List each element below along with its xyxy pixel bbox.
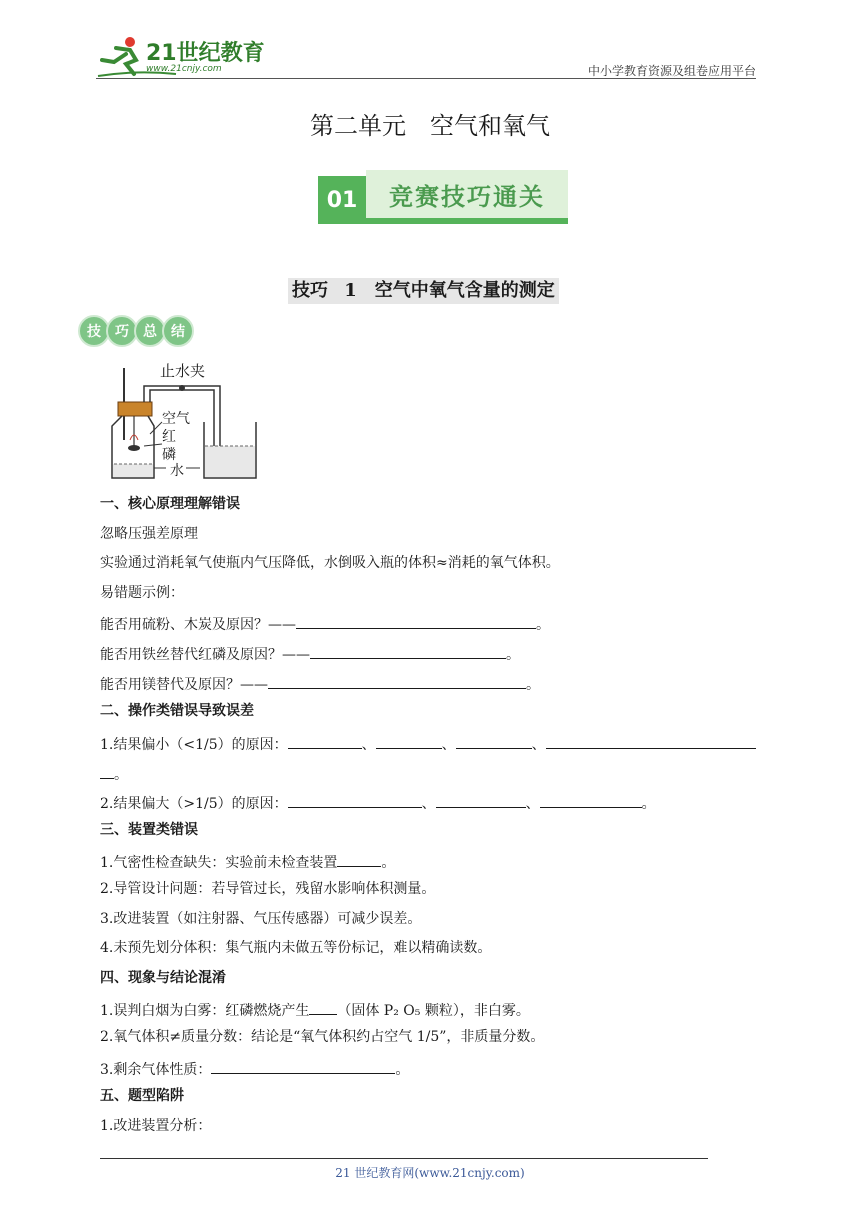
- summary-pill: 结: [162, 315, 194, 347]
- answer-blank[interactable]: [456, 732, 532, 749]
- section-3-item-4: 4.未预先划分体积：集气瓶内未做五等份标记，难以精确读数。: [100, 940, 492, 956]
- examples-label: 易错题示例：: [100, 585, 184, 601]
- answer-blank[interactable]: [288, 791, 422, 808]
- question-1: 能否用硫粉、木炭及原因？—— 。: [100, 612, 550, 635]
- section-3-item-1: 1.气密性检查缺失：实验前未检查装置 。: [100, 850, 395, 873]
- section-heading-3: 三、装置类错误: [100, 822, 198, 838]
- platform-name: 中小学教育资源及组卷应用平台: [587, 64, 756, 78]
- footer-text[interactable]: 21 世纪教育网(www.21cnjy.com): [335, 1166, 525, 1180]
- answer-blank[interactable]: [436, 791, 526, 808]
- answer-blank[interactable]: [310, 642, 506, 659]
- section-4-item-1: 1.误判白烟为白雾：红磷燃烧产生 （固体 P₂ O₅ 颗粒），非白雾。: [100, 998, 530, 1021]
- answer-blank[interactable]: [337, 850, 381, 867]
- section-heading-4: 四、现象与结论混淆: [100, 970, 226, 986]
- section-1-text: 实验通过消耗氧气使瓶内气压降低，水倒吸入瓶的体积≈消耗的氧气体积。: [100, 555, 560, 571]
- question-3: 能否用镁替代及原因？—— 。: [100, 672, 540, 695]
- unit-title: 第二单元 空气和氧气: [310, 112, 550, 140]
- section-heading-2: 二、操作类错误导致误差: [100, 703, 254, 719]
- section-3-item-2: 2.导管设计问题：若导管过长，残留水影响体积测量。: [100, 881, 436, 897]
- answer-blank[interactable]: [211, 1057, 395, 1074]
- banner-text: 竞赛技巧通关: [389, 182, 545, 211]
- banner-number: 01: [318, 176, 366, 224]
- label-phosphorus-1: 红: [162, 429, 176, 445]
- section-1-subtitle: 忽略压强差原理: [100, 526, 198, 542]
- label-air: 空气: [162, 411, 190, 427]
- section-5-item-1: 1.改进装置分析：: [100, 1118, 212, 1134]
- logo-url: www.21cnjy.com: [146, 64, 222, 74]
- answer-blank[interactable]: [540, 791, 642, 808]
- answer-blank[interactable]: [296, 612, 536, 629]
- section-heading-1: 一、核心原理理解错误: [100, 496, 240, 512]
- footer-divider: [100, 1158, 708, 1159]
- answer-blank[interactable]: [288, 732, 362, 749]
- banner-underline: [318, 218, 568, 224]
- label-water: 水: [170, 463, 184, 479]
- section-2-item-2: 2.结果偏大（>1/5）的原因： 、 、 。: [100, 791, 656, 814]
- summary-badge: [78, 315, 190, 347]
- summary-pill: 巧: [106, 315, 138, 347]
- section-heading-5: 五、题型陷阱: [100, 1088, 184, 1104]
- section-4-item-2: 2.氧气体积≠质量分数：结论是“氧气体积约占空气 1/5”，非质量分数。: [100, 1029, 545, 1045]
- answer-blank[interactable]: [268, 672, 526, 689]
- question-2: 能否用铁丝替代红磷及原因？—— 。: [100, 642, 520, 665]
- header-divider: [96, 78, 756, 79]
- summary-pill: 总: [134, 315, 166, 347]
- label-phosphorus-2: 磷: [162, 447, 176, 463]
- answer-blank[interactable]: [100, 762, 114, 779]
- section-2-item-1-continued: 。: [100, 762, 128, 785]
- answer-blank[interactable]: [546, 732, 756, 749]
- logo-text: 21世纪教育: [146, 41, 265, 66]
- section-3-item-3: 3.改进装置（如注射器、气压传感器）可减少误差。: [100, 911, 422, 927]
- skill-title: 技巧 1 空气中氧气含量的测定: [288, 278, 559, 304]
- answer-blank[interactable]: [376, 732, 442, 749]
- section-4-item-3: 3.剩余气体性质： 。: [100, 1057, 409, 1080]
- label-clamp: 止水夹: [160, 362, 206, 380]
- answer-blank[interactable]: [309, 998, 337, 1015]
- section-2-item-1: 1.结果偏小（<1/5）的原因： 、 、 、: [100, 732, 756, 755]
- summary-pill: 技: [78, 315, 110, 347]
